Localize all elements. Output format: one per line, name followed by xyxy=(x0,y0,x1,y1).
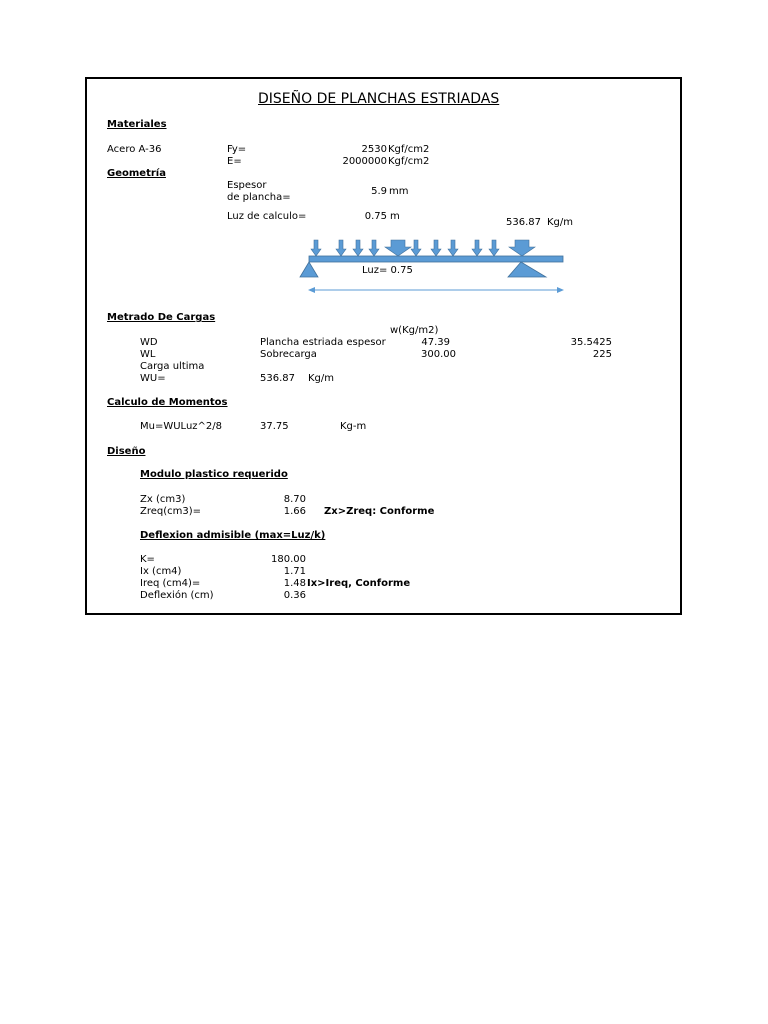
load-arrow-icon xyxy=(489,240,499,256)
k-value: 180.00 xyxy=(271,554,306,565)
espesor-label-line2: de plancha= xyxy=(227,192,291,203)
luz-label: Luz de calculo= xyxy=(227,211,307,222)
carga-ultima-label: Carga ultima xyxy=(140,361,205,372)
wd-code: WD xyxy=(140,337,158,348)
e-unit: Kgf/cm2 xyxy=(388,156,430,167)
deflexion-label: Deflexión (cm) xyxy=(140,590,214,601)
ireq-label: Ireq (cm4)= xyxy=(140,578,201,589)
span-dimension-line xyxy=(308,287,564,293)
espesor-value: 5.9 xyxy=(371,186,387,197)
load-arrow-icon xyxy=(311,240,321,256)
material-name: Acero A-36 xyxy=(107,144,162,155)
fy-unit: Kgf/cm2 xyxy=(388,144,430,155)
moment-value: 37.75 xyxy=(260,421,289,432)
zx-label: Zx (cm3) xyxy=(140,494,186,505)
deflexion-value: 0.36 xyxy=(283,590,306,601)
zx-check-result: Zx>Zreq: Conforme xyxy=(324,506,435,517)
wu-label: WU= xyxy=(140,373,166,384)
moment-unit: Kg-m xyxy=(340,421,367,432)
load-unit: Kg/m xyxy=(547,217,574,228)
right-support-icon xyxy=(508,262,546,277)
materiales-heading: Materiales xyxy=(107,119,167,130)
ireq-value: 1.48 xyxy=(283,578,306,589)
metrado-heading: Metrado De Cargas xyxy=(107,312,216,323)
wd-description: Plancha estriada espesor xyxy=(260,337,386,348)
luz-value: 0.75 xyxy=(364,211,387,222)
espesor-unit: mm xyxy=(389,186,409,197)
point-load-arrow-icon xyxy=(385,240,411,256)
wl-extra-value: 225 xyxy=(592,349,612,360)
load-arrow-icon xyxy=(353,240,363,256)
page-title: DISEÑO DE PLANCHAS ESTRIADAS xyxy=(258,91,500,107)
wl-code: WL xyxy=(140,349,156,360)
ix-check-result: Ix>Ireq, Conforme xyxy=(307,578,411,589)
span-label: Luz= 0.75 xyxy=(362,265,413,276)
beam-diagram xyxy=(0,0,768,310)
espesor-label-line1: Espesor xyxy=(227,180,267,191)
left-support-icon xyxy=(300,262,318,277)
wd-w-value: 47.39 xyxy=(421,337,450,348)
wl-description: Sobrecarga xyxy=(260,349,317,360)
distributed-load-arrows xyxy=(311,240,535,256)
luz-unit: m xyxy=(390,211,400,222)
wd-extra-value: 35.5425 xyxy=(570,337,612,348)
fy-value: 2530 xyxy=(361,144,387,155)
zx-value: 8.70 xyxy=(283,494,306,505)
beam-bar xyxy=(309,256,563,262)
deflexion-heading: Deflexion admisible (max=Luz/k) xyxy=(140,530,326,541)
wl-w-value: 300.00 xyxy=(421,349,456,360)
modulo-heading: Modulo plastico requerido xyxy=(140,469,288,480)
diseno-heading: Diseño xyxy=(107,446,146,457)
point-load-arrow-icon xyxy=(509,240,535,256)
load-arrow-icon xyxy=(448,240,458,256)
geometria-heading: Geometría xyxy=(107,168,166,179)
load-arrow-icon xyxy=(411,240,421,256)
zreq-value: 1.66 xyxy=(283,506,306,517)
ix-label: Ix (cm4) xyxy=(140,566,182,577)
load-arrow-icon xyxy=(472,240,482,256)
load-arrow-icon xyxy=(336,240,346,256)
moment-formula: Mu=WULuz^2/8 xyxy=(140,421,223,432)
k-label: K= xyxy=(140,554,155,565)
momentos-heading: Calculo de Momentos xyxy=(107,397,228,408)
load-arrow-icon xyxy=(431,240,441,256)
zreq-label: Zreq(cm3)= xyxy=(140,506,202,517)
w-column-header: w(Kg/m2) xyxy=(390,325,439,336)
wu-value: 536.87 xyxy=(260,373,295,384)
ix-value: 1.71 xyxy=(283,566,306,577)
load-arrow-icon xyxy=(369,240,379,256)
load-value: 536.87 xyxy=(506,217,541,228)
fy-label: Fy= xyxy=(227,144,247,155)
e-value: 2000000 xyxy=(342,156,387,167)
wu-unit: Kg/m xyxy=(308,373,335,384)
e-label: E= xyxy=(227,156,242,167)
